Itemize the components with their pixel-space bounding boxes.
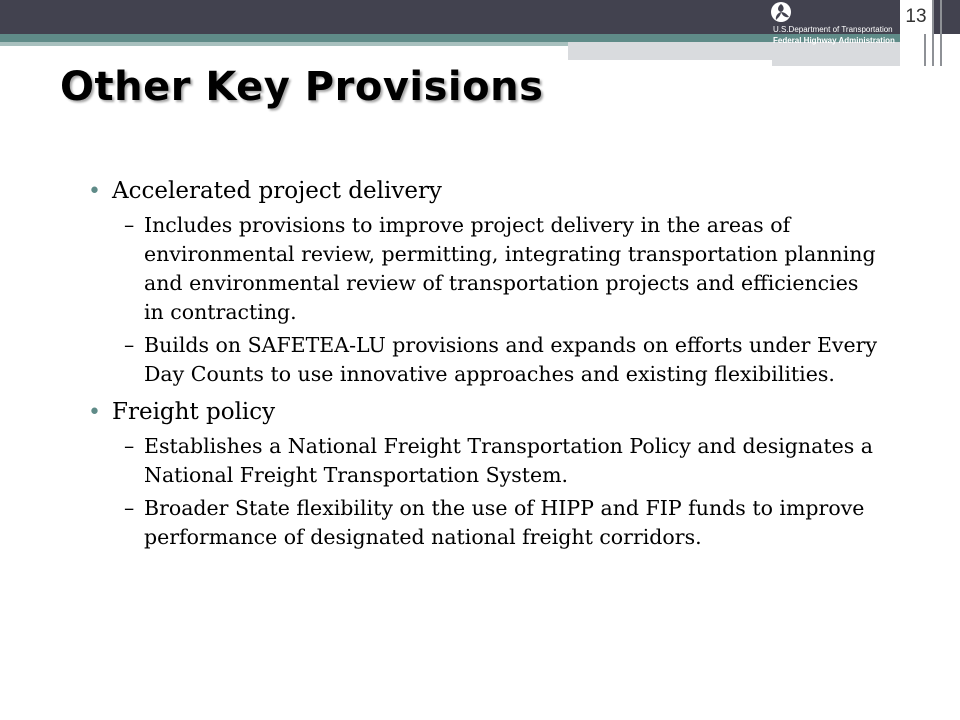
sub-bullet-text: Broader State flexibility on the use of HIPP and FIP funds to improve performance of designated national freight corridors.: [144, 496, 865, 549]
sub-bullet: [88, 494, 884, 552]
bullet-text: Freight policy: [112, 399, 276, 425]
sub-bullet: [88, 211, 884, 327]
header-teal-accent: [0, 42, 568, 46]
agency-name-line1: U.S.Department of Transportation: [773, 25, 893, 34]
bullet-accelerated-delivery: [88, 176, 928, 207]
slide-content: [88, 170, 928, 552]
sub-bullet-text: Establishes a National Freight Transportation Policy and designates a National Freight Transportation System.: [144, 434, 873, 487]
dash-marker: –: [124, 213, 135, 237]
sub-bullet: [88, 432, 884, 490]
header-step: [568, 60, 772, 66]
slide-number: 13: [900, 0, 932, 34]
dash-marker: –: [124, 434, 135, 458]
sub-bullet: [88, 331, 884, 389]
slide-title: Other Key Provisions: [60, 64, 544, 110]
dash-marker: –: [124, 333, 135, 357]
sub-bullet-text: Includes provisions to improve project delivery in the areas of environmental review, permitting, integrating transportation planning and environmental review of transportation projects and efficiencies in contracting.: [144, 213, 876, 324]
sub-bullet-text: Builds on SAFETEA-LU provisions and expands on efforts under Every Day Counts to use innovative approaches and existing flexibilities.: [144, 333, 878, 386]
dot-logo-icon: [770, 1, 792, 23]
header-teal-band: [0, 34, 900, 42]
dash-marker: –: [124, 496, 135, 520]
bullet-freight-policy: [88, 397, 928, 428]
agency-name-line2: Federal Highway Administration: [773, 36, 895, 45]
bullet-text: Accelerated project delivery: [112, 178, 442, 204]
